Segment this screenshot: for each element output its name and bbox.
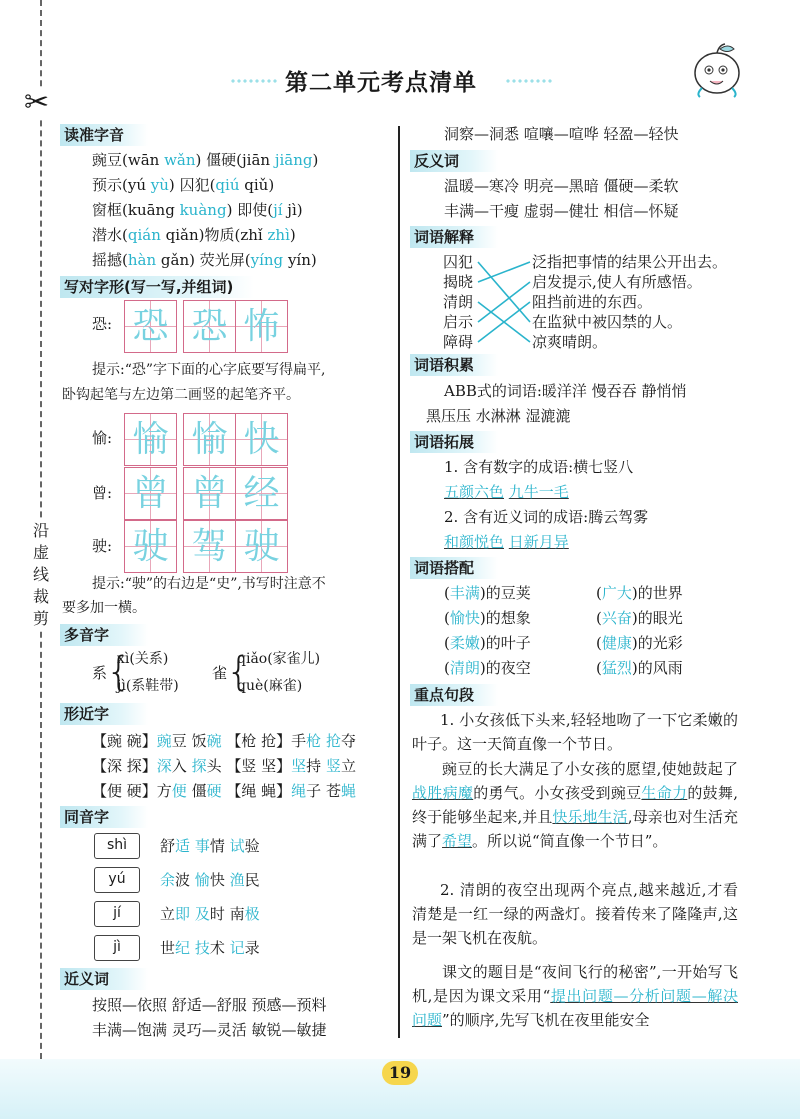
writing-grid: 恐: [124, 300, 177, 353]
similar-row: 【便 硬】方便 僵硬 【绳 蝇】绳子 苍蝇: [92, 782, 356, 800]
writing-grid: 恐: [183, 300, 236, 353]
scissors-icon: ✂: [24, 85, 50, 120]
antonym-row: 温暖—寒冷 明亮—黑暗 僵硬—柔软: [444, 177, 679, 195]
writing-grid: 驶: [124, 520, 177, 573]
explain-meaning: 凉爽晴朗。: [532, 333, 608, 351]
tip-text: 提示:“恐”字下面的心字底要写得扁平,: [92, 362, 326, 378]
polyphone-char: 雀: [212, 664, 228, 682]
writing-grid: 怖: [235, 300, 288, 353]
tip-text: 提示:“驶”的右边是“史”,书写时注意不: [92, 576, 326, 592]
synonym-row: 按照—依照 舒适—舒服 预感—预料: [92, 996, 327, 1014]
homophone-row: 舒适 事情 试验: [160, 837, 260, 855]
collocation-item: (兴奋)的眼光: [596, 609, 683, 627]
write-char-shi: 驶:: [92, 537, 113, 555]
collocation-item: (猛烈)的风雨: [596, 659, 683, 677]
key-explain-2: 课文的题目是“夜间飞行的秘密”,一开始写飞机,是因为课文采用“提出问题—分析问题—解决问题”的顺序,先写飞机在夜里能安全: [412, 963, 738, 1029]
section-expand: 词语拓展: [410, 431, 498, 453]
write-char-zeng: 曾:: [92, 484, 113, 502]
synonym-row: 丰满—饱满 灵巧—灵活 敏锐—敏捷: [92, 1021, 327, 1039]
explain-word: 启示: [443, 313, 474, 331]
brace: {: [106, 649, 132, 695]
read-row: 潜水(qián qiǎn)物质(zhǐ zhì): [92, 226, 296, 244]
brace: {: [226, 649, 252, 695]
homophone-row: 立即 及时 南极: [160, 905, 260, 923]
accumulate-row: ABB式的词语:暖洋洋 慢吞吞 静悄悄: [444, 382, 687, 400]
antonym-row: 丰满—干瘦 虚弱—健壮 相信—怀疑: [444, 202, 679, 220]
expand-row: 2. 含有近义词的成语:腾云驾雾: [444, 508, 649, 526]
tip-text: 要多加一横。: [62, 600, 146, 616]
tip-text: 卧钩起笔与左边第二画竖的起笔齐平。: [62, 387, 300, 403]
writing-grid: 驾: [183, 520, 236, 573]
accumulate-row: 黑压压 水淋淋 湿漉漉: [426, 407, 571, 425]
writing-grid: 曾: [183, 467, 236, 520]
read-row: 预示(yú yù) 囚犯(qiú qiǔ): [92, 176, 275, 194]
section-homophone: 同音字: [60, 806, 148, 828]
section-similar: 形近字: [60, 703, 148, 725]
write-char-kong: 恐:: [92, 315, 113, 333]
key-sentence-1: 1. 小女孩低下头来,轻轻地吻了一下它柔嫩的叶子。这一天简直像一个节日。: [412, 711, 738, 753]
pinyin-box: jí: [94, 901, 140, 927]
writing-grid: 曾: [124, 467, 177, 520]
write-char-yu: 愉:: [92, 429, 113, 447]
writing-grid: 驶: [235, 520, 288, 573]
similar-row: 【深 探】深入 探头 【竖 坚】坚持 竖立: [92, 757, 356, 775]
homophone-row: 世纪 技术 记录: [160, 939, 260, 957]
explain-word: 清朗: [443, 293, 474, 311]
collocation-item: (柔嫩)的叶子: [444, 634, 531, 652]
polyphone-char: 系: [92, 664, 108, 682]
explain-meaning: 在监狱中被囚禁的人。: [532, 313, 683, 331]
explain-word: 囚犯: [443, 253, 474, 271]
explain-meaning: 阻挡前进的东西。: [532, 293, 653, 311]
polyphone-reading: què(麻雀): [237, 678, 303, 694]
cut-label: 沿虚线裁剪: [30, 520, 52, 630]
page-number: 19: [382, 1061, 418, 1085]
column-divider: [398, 126, 400, 1038]
read-row: 窗框(kuāng kuàng) 即使(jí jì): [92, 201, 303, 219]
homophone-row: 余波 愉快 渔民: [160, 871, 260, 889]
section-synonym: 近义词: [60, 968, 148, 990]
collocation-item: (愉快)的想象: [444, 609, 531, 627]
title-decoration: [230, 79, 278, 83]
writing-grid: 快: [235, 413, 288, 466]
read-row: 摇撼(hàn gǎn) 荧光屏(yíng yín): [92, 251, 317, 269]
polyphone-reading: xì(关系): [117, 651, 169, 667]
explain-meaning: 泛指把事情的结果公开出去。: [532, 253, 728, 271]
title-decoration: [505, 79, 553, 83]
section-key-sentences: 重点句段: [410, 684, 498, 706]
explain-word: 障碍: [443, 333, 474, 351]
expand-row: 1. 含有数字的成语:横七竖八: [444, 458, 634, 476]
section-collocation: 词语搭配: [410, 557, 498, 579]
pinyin-box: jì: [94, 935, 140, 961]
similar-row: 【豌 碗】豌豆 饭碗 【枪 抢】手枪 抢夺: [92, 732, 356, 750]
pinyin-box: yú: [94, 867, 140, 893]
collocation-item: (健康)的光彩: [596, 634, 683, 652]
synonym-row: 洞察—洞悉 喧嚷—喧哗 轻盈—轻快: [444, 125, 679, 143]
expand-answer: 五颜六色 九牛一毛: [444, 483, 569, 501]
polyphone-reading: jì(系鞋带): [117, 678, 179, 694]
explain-meaning: 启发提示,使人有所感悟。: [532, 273, 702, 291]
section-antonym: 反义词: [410, 150, 498, 172]
expand-answer: 和颜悦色 日新月异: [444, 533, 569, 551]
collocation-item: (丰满)的豆荚: [444, 584, 531, 602]
section-accumulate: 词语积累: [410, 354, 498, 376]
section-read: 读准字音: [60, 124, 148, 146]
section-write: 写对字形(写一写,并组词): [60, 276, 254, 298]
page-title: 第二单元考点清单: [285, 70, 477, 96]
explain-word: 揭晓: [443, 273, 474, 291]
writing-grid: 经: [235, 467, 288, 520]
section-polyphone: 多音字: [60, 624, 148, 646]
apple-mascot-icon: [688, 40, 746, 98]
key-explain-1: 豌豆的长大满足了小女孩的愿望,使她鼓起了战胜病魔的勇气。小女孩受到豌豆生命力的鼓舞,终于能够坐起来,并且快乐地生活,母亲也对生活充满了希望。所以说“简直像一个节日”。: [412, 760, 738, 850]
writing-grid: 愉: [183, 413, 236, 466]
collocation-item: (广大)的世界: [596, 584, 683, 602]
pinyin-box: shì: [94, 833, 140, 859]
matching-lines: [476, 252, 532, 352]
read-row: 豌豆(wān wǎn) 僵硬(jiān jiāng): [92, 151, 319, 169]
key-sentence-2: 2. 清朗的夜空出现两个亮点,越来越近,才看清楚是一红一绿的两盏灯。接着传来了隆隆声,这是一架飞机在夜航。: [412, 881, 738, 947]
writing-grid: 愉: [124, 413, 177, 466]
section-explain: 词语解释: [410, 226, 498, 248]
collocation-item: (清朗)的夜空: [444, 659, 531, 677]
polyphone-reading: qiǎo(家雀儿): [237, 651, 321, 667]
